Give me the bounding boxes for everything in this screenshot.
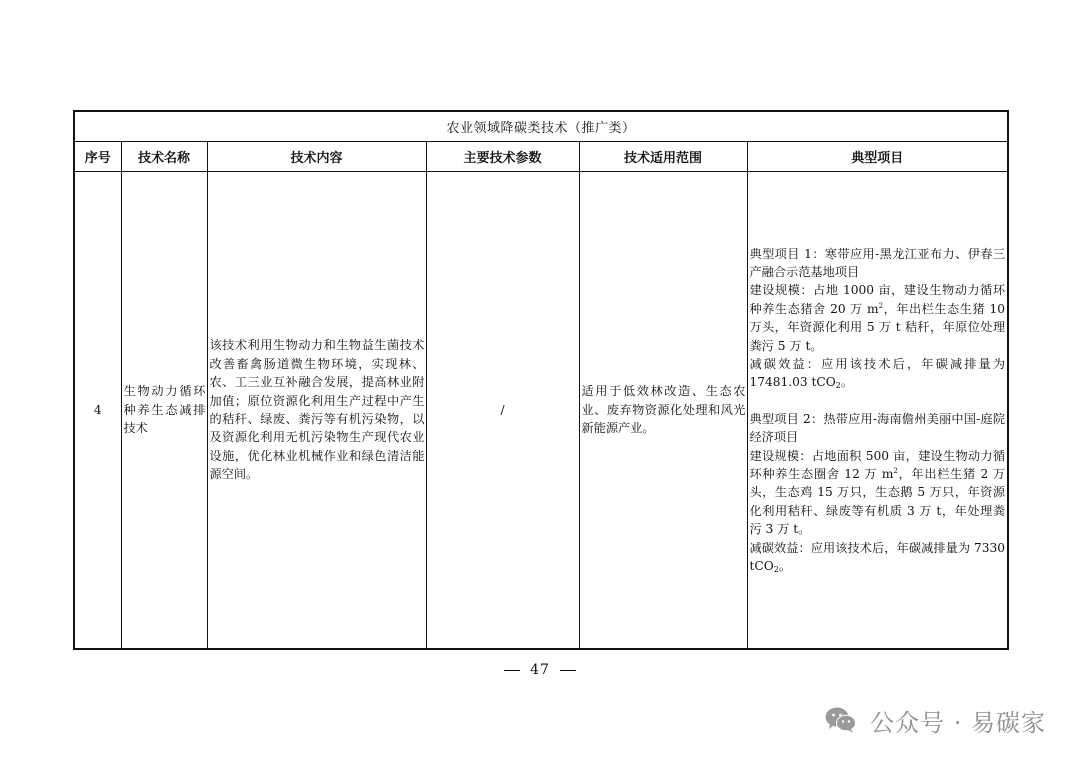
- cell-tech-content: 该技术利用生物动力和生物益生菌技术改善畜禽肠道微生物环境，实现林、农、工三业互补融合发展，提高林业附加值；原位资源化利用生产过程中产生的秸秆、绿废、粪污等有机污染物，以及资源化利用无机污染物生产现代农业设施，优化林业机械作业和绿色清洁能源空间。: [207, 172, 426, 650]
- cell-main-params: /: [426, 172, 579, 650]
- paragraph-gap: [750, 392, 1006, 410]
- table-title: 农业领域降碳类技术（推广类）: [74, 111, 1008, 142]
- wechat-icon: [824, 705, 858, 735]
- table-row: [74, 172, 1008, 650]
- cell-typical-projects: [747, 172, 1008, 650]
- cell-no: 4: [74, 172, 121, 650]
- cell-scope: 适用于低效林改造、生态农业、废弃物资源化处理和风光新能源产业。: [579, 172, 747, 650]
- technology-table: [73, 110, 1009, 650]
- page-dash-left: [504, 670, 520, 671]
- header-scope: 技术适用范围: [579, 142, 747, 172]
- project-2-scale: 建设规模：占地面积 500 亩，建设生物动力循环种养生态圈舍 12 万 $m^2$，年出栏生猪 2 万头，生态鸡 15 万只，生态鹅 5 万只，年资源化利用秸秆、绿废等有机质 3 万 t，年处理粪污 3 万 t。: [749, 448, 1006, 537]
- page-dash-right: [560, 670, 576, 671]
- project-2-effect: 减碳效益：应用该技术后，年碳减排量为 7330 tCO$_2$。: [749, 540, 1006, 575]
- watermark: [824, 703, 1046, 737]
- watermark-text: 公众号 · 易碳家: [870, 708, 1046, 737]
- table-container: [73, 110, 1007, 650]
- table-title-row: [74, 111, 1008, 142]
- header-no: 序号: [74, 142, 121, 172]
- header-params: 主要技术参数: [426, 142, 579, 172]
- page-number: [0, 662, 1080, 678]
- page-number-value: 47: [530, 662, 550, 678]
- header-content: 技术内容: [207, 142, 426, 172]
- project-1-title: 典型项目 1：寒带应用-黑龙江亚布力、伊春三产融合示范基地项目: [749, 246, 1006, 279]
- header-name: 技术名称: [121, 142, 207, 172]
- project-1-scale: 建设规模：占地 1000 亩，建设生物动力循环种养生态猪舍 20 万 $m^2$，年出栏生态生猪 10 万头，年资源化利用 5 万 t 秸秆，年原位处理粪污 5 万 t。: [749, 283, 1006, 353]
- project-1-effect: 减碳效益：应用该技术后，年碳减排量为 17481.03 tCO$_2$。: [749, 356, 1006, 391]
- project-2-title: 典型项目 2：热带应用-海南儋州美丽中国-庭院经济项目: [749, 411, 1006, 445]
- header-projects: 典型项目: [747, 142, 1008, 172]
- table-header-row: [74, 142, 1008, 172]
- cell-tech-name: 生物动力循环种养生态减排技术: [121, 172, 207, 650]
